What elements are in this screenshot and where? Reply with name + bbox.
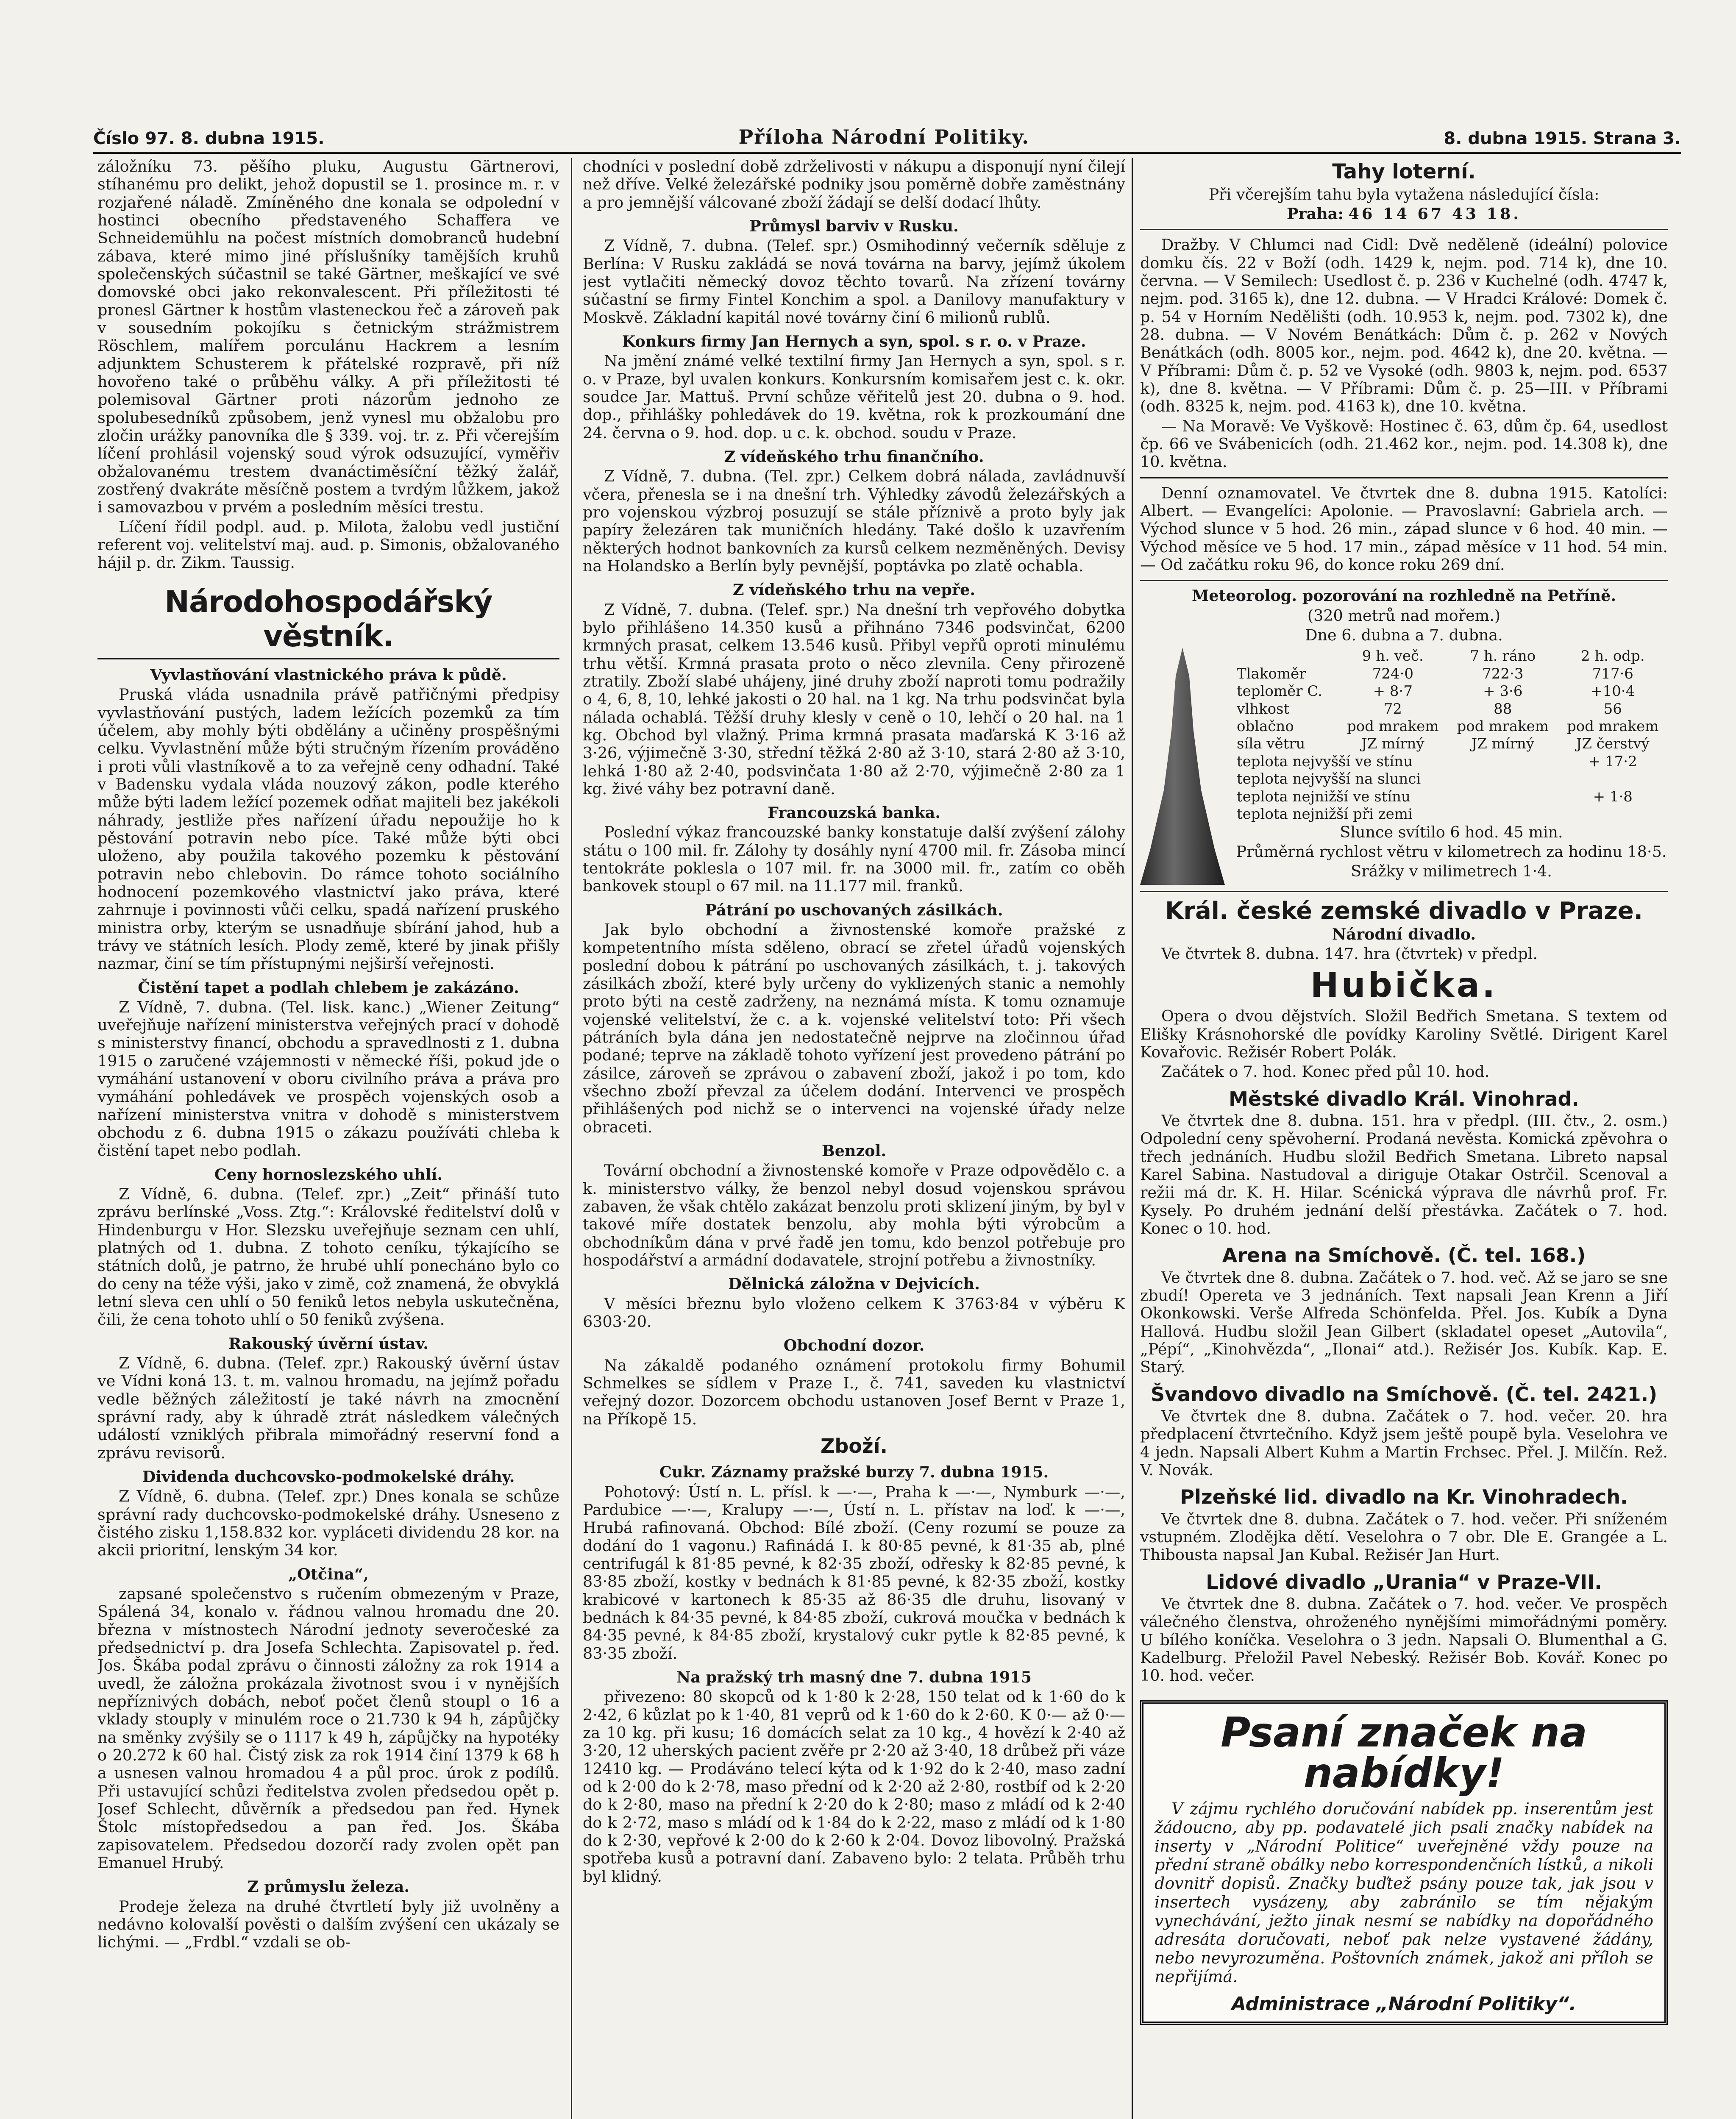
meteo-date: Dne 6. dubna a 7. dubna.: [1305, 626, 1503, 644]
meteo-value: + 1·8: [1593, 788, 1633, 805]
meteo-value: + 17·2: [1588, 753, 1637, 770]
meteo-value: pod mrakem: [1457, 717, 1549, 735]
meteo-table-wrap: [1235, 648, 1668, 885]
page-header: [93, 123, 1681, 154]
meteo-label: teploměr C.: [1237, 683, 1322, 700]
section-heading: Národohospodářský věstník.: [97, 585, 559, 659]
article-heading: Dividenda duchcovsko-podmokelské dráhy.: [142, 1468, 515, 1486]
article-text: záložníku 73. pěšího pluku, Augustu Gärtnerovi, stíhanému pro delikt, jehož dopustil se 1. prosince m. r. v rozjařené náladě. Zmíněného dne konala se odpolední v hostinci obecního představeného Schaffera ve Schneidemühlu na počest místních domobranců hudební zábava, které mimo jiné příslušníky tamějších kruhů společenských súčastnil se také Gärtner, meškající ve své domovské obci jako rekonvalescent. Při příležitosti té pronesl Gärtner k hostům vlasteneckou řeč a zároveň pak v sousedním pokojíku s četnickým strážmistrem Röschlem, malířem porculánu Hackrem a lesním adjunktem Schusterem k přátelské rozpravě, při níž hovořeno také o průběhu války. A při příležitosti té polemisoval Gärtner proti názorům jednoho ze spolubesedníků způsobem, jenž vynesl mu obžalobu pro zločin urážky panovníka dle § 339. voj. tr. z. Při včerejším líčení prohlásil vojenský soud výrok odsuzující, vyměřiv obžalovanému trestem dvanáctiměsíční těžký žalář, zostřený dvakráte měsíčně postem a tvrdým lůžkem, jakož i samovazbou v prvém a posledním měsíci trestu.: [97, 158, 559, 517]
meteo-value: 88: [1494, 700, 1512, 717]
theatre-heading: Král. české zemské divadlo v Praze.: [1165, 897, 1643, 925]
meteo-extra-row: [1235, 770, 1668, 788]
meteo-header-cell: 2 h. odp.: [1580, 648, 1645, 665]
article-text: Pruská vláda usnadnila právě patřičnými předpisy vyvlastňování pustých, ladem ležících pozemků za tím účelem, aby mohly býti obdělány a učiněny prospěšnými celku. Vyvlastnění může býti stručným řízením prováděno i proti vůli vlastníkově a to za veřejně ceny odhadní. Také v Badensku vydala vláda nouzový zákon, podle kterého může býti ladem ležící pozemek odňat majiteli bez jakékoli náhrady, jestliže přes nařízení úřadu nepoužije ho k pěstování potravin nebo píce. Také může býti obci uloženo, aby použila takového pozemku k pěstování potravin nebo chlebovin. Do rámce tohoto sociálního hodnocení pozemkového vlastnictví jako práva, které zahrnuje i povinnosti vůči celku, spadá nařízení pruského ministra orby, kterým se usnadňuje sbírání jahod, hub a trávy ve státních lesích. Plody země, které by jinak přišly nazmar, činí se tím přístupnými nejširší veřejnosti.: [97, 685, 559, 973]
column-1: [97, 158, 559, 2119]
article-heading: Na pražský trh masný dne 7. dubna 1915: [676, 1668, 1032, 1686]
lottery-text: Při včerejším tahu byla vytažena následující čísla:: [1208, 185, 1600, 203]
article-text: Líčení řídil podpl. aud. p. Milota, žalobu vedl justiční referent voj. velitelství maj. aud. p. Simonis, obžalovaného hájil p. dr. Zikm. Taussig.: [97, 517, 559, 572]
auctions-text: — Na Moravě: Ve Vyškově: Hostinec č. 63, dům čp. 64, usedlost čp. 66 ve Svábenicích (odh. 21.462 kor., nejm. pod. 14.308 k), dne 10. května.: [1140, 417, 1668, 471]
article-text: přivezeno: 80 skopců od k 1·80 k 2·28, 150 telat od k 1·60 do k 2·42, 6 kůzlat po k 1·40, 81 veprů od k 1·60 do k 2·60. K 0·— až 0·— za 10 kg. při kusu; 16 domácích selat za 10 kg., 4 hovězí k 2·40 až 3·20, 12 uherských pacient zvěře pr 2·20 až 3·40, 18 drůbež při váze 12410 kg. — Prodáváno telecí kýta od k 1·92 do k 2·40, maso zadní od k 2·00 do k 2·78, maso přední od k 2·20 až 2·80, rostbíf od k 2·20 do k 2·80, maso na přední k 2·20 do k 2·80; maso z mládí od k 2·40 do k 2·72, maso s mládí od k 1·84 do k 2·22, maso z mládí od k 1·80 do k 2·30, vepřové k 2·00 do k 2·60 k 2·04. Dovoz libovolný. Pražská spotřeba kusů a potravní daní. Zabaveno bylo: 2 telata. Průběh trhu byl klidný.: [583, 1688, 1125, 1885]
meteo-value: [1558, 806, 1668, 823]
notice-title: Psaní značek na nabídky!: [1221, 1708, 1587, 1797]
meteo-extra-row: [1235, 806, 1668, 823]
article-heading: Z vídeňského trhu na vepře.: [732, 581, 976, 599]
meteo-label: Tlakoměr: [1237, 665, 1306, 682]
petrin-tower-illustration: [1140, 648, 1225, 885]
meteo-value: + 3·6: [1483, 683, 1523, 700]
notice-signature: Administrace „Národní Politiky“.: [1231, 1993, 1577, 2015]
article-heading: Vyvlastňování vlastnického práva k půdě.: [150, 665, 507, 684]
article-text: Z Vídně, 7. dubna. (Tel. zpr.) Celkem dobrá nálada, zavládnuvší včera, přenesla se i na dnešní trh. Výhledky závodů železářských a pro vojenskou výzbroj posuzují se stále příznivě a proto byly jak papíry železáren tak muničních hledány. Také došlo k uzavřením některých hodnot bankovních za kursů celkem nezměněných. Devisy na Holandsko a Berlín byly pevnější, poptávka po zlatě ochabla.: [583, 467, 1125, 575]
meteo-row: [1235, 683, 1668, 700]
article-text: Na zákaldě podaného oznámení protokolu firmy Bohumil Schmelkes se sídlem v Praze I., č. 741, saveden ku vlastnictví veřejný dozor. Dozorcem obchodu ustanoven Josef Bernt v Praze 1, na Příkopě 15.: [583, 1356, 1125, 1428]
theatre-times: Začátek o 7. hod. Konec před půl 10. hod.: [1161, 1062, 1490, 1081]
theatre-heading: Lidové divadlo „Urania“ v Praze-VII.: [1206, 1570, 1602, 1593]
article-text: Z Vídně, 7. dubna. (Telef. spr.) Osmihodinný večerník sděluje z Berlína: V Rusku zakládá se nová továrna na barvy, jejímž úkolem jest vytlačiti německý dovoz těchto tovarů. Na zřízení továrny súčastní se firmy Fintel Konchim a spol. a Danilovy manufaktury v Moskvě. Základní kapitál nové továrny činí 6 milionů rublů.: [583, 236, 1125, 327]
article-text: Na jmění známé velké textilní firmy Jan Hernych a syn, spol. s r. o. v Praze, byl uvalen konkurs. Konkursním komisařem jest c. k. okr. soudce Jar. Mattuš. První schůze věřitelů jest 20. dubna o 9. hod. dop., přihlášky pohledávek do 19. května, rok k prozkoumání dne 24. června o 9. hod. dop. u c. k. obchod. soudu v Praze.: [583, 352, 1125, 442]
lottery-city: Praha:: [1286, 205, 1344, 223]
meteo-value: 722·3: [1482, 665, 1524, 682]
divider: [1140, 580, 1668, 581]
article-text: V měsíci březnu bylo vloženo celkem K 3763·84 v výběru K 6303·20.: [583, 1294, 1125, 1331]
meteo-header-cell: [1235, 648, 1338, 665]
meteo-value: + 8·7: [1373, 683, 1413, 700]
theatre-line: Ve čtvrtek 8. dubna. 147. hra (čtvrtek) v předpl.: [1161, 945, 1538, 963]
article-text: Z Vídně, 7. dubna. (Telef. spr.) Na dnešní trh vepřového dobytka bylo přihlášeno 14.350 kusů a přihnáno 7346 podsvinčat, 6200 krmných prasat, celkem 13.546 kusů. Přibyl vepřů oproti minulému trhu větší. Krmná prasata proto o něco zlevnila. Ceny přirozeně ztratily. Zboží slabé uhájeny, jiné druhy zboží naproti tomu podražily o 4, 6, 8, 10, lehké jakosti o 20 hal. na 1 kg. Na trhu podsvinčat byla nálada ochablá. Těžší druhy klesly v ceně o 10, lehčí o 20 hal. na 1 kg. Obchod byl vlažný. Prima krmná prasata maďarská K 3·16 až 3·26, výjimečně 3·30, střední těžká 2·80 až 3·10, stará 2·80 až 3·10, lehká 1·80 až 2·40, podsvinčata 1·80 až 2·70, výjimečně 2·80 za 1 kg. živé váhy bez potravní daně.: [583, 600, 1125, 798]
article-heading: Dělnická záložna v Dejvicích.: [728, 1275, 980, 1293]
article-heading: Cukr. Záznamy pražské burzy 7. dubna 1915.: [659, 1463, 1049, 1482]
issue-number: Číslo 97. 8. dubna 1915.: [93, 129, 325, 148]
page-number: 8. dubna 1915. Strana 3.: [1444, 129, 1681, 148]
meteo-header-cell: 9 h. več.: [1362, 648, 1424, 665]
notice-body: V zájmu rychlého doručování nabídek pp. inserentům jest žádoucno, aby pp. podavatelé jich psali značky nabídek na inserty v „Národní Politice“ uveřejněné vždy pouze na přední straně obálky nebo korrespondenčních lístků, a nikoli dovnitř dopisů. Značky buďtež psány pouze tak, jak jsou v insertech vysázeny, aby zabránilo se tím nějakým vynechávání, ježto jinak nesmí se nabídky na dopořádného adresáta doručovati, neboť pak nelze vystavené žádány, nebo nevyrozuměna. Poštovních známek, jakož ani příloh se nepřijímá.: [1155, 1799, 1653, 1986]
theatre-subheading: Národní divadlo.: [1332, 925, 1476, 944]
article-text: Z Vídně, 6. dubna. (Telef. zpr.) Rakouský úvěrní ústav ve Vídni koná 13. t. m. valnou hromadu, na jejímž pořadu vedle běžných záležitostí je také návrh na zmocnění správní rady, aby k úhradě ztrát následkem válečných událostí vzniklých přibrala mimořádný reservní fond a zprávu revisorů.: [97, 1354, 559, 1462]
meteo-block: [1140, 648, 1668, 885]
theatre-text: Ve čtvrtek dne 8. dubna. Začátek o 7. hod. večer. Při sníženém vstupném. Zlodějka dětí. Veselohra o 7 obr. Dle E. Grangée a L. Thibousta napsal Jan Kubal. Režisér Jan Hurt.: [1140, 1510, 1668, 1564]
article-text: Jak bylo obchodní a živnostenské komoře pražské z kompetentního místa sděleno, obrací se zřetel úřadů vojenských poslední dobou k pátrání po uschovaných zásilkách, t. j. takových zásilkách zboží, které byly určeny do vyklizených stanic a nemohly proto býti na cestě zadrženy, na neznámá místa. K tomu oznamuje vojenské velitelství, že c. a k. vojenské velitelství toto: Při všech pátráních byla dána jen nedostatečně nejprve na zločinnou úřad podané; teprve na základě tohoto vyřízení jest provedeno pátrání po zásilce, zároveň se zprávou o zabavení zboží, jakož i po tom, kdo všechno zboží převzal za účelem dodání. Intervenci ve prospěch přihlášených pod nichž se o intervenci na vojenské úřady nelze obraceti.: [583, 920, 1125, 1136]
article-heading: Průmysl barviv v Rusku.: [749, 217, 959, 235]
column-3: [1140, 158, 1668, 2119]
meteo-extra-row: [1235, 788, 1668, 806]
meteo-value: pod mrakem: [1566, 717, 1659, 735]
meteo-value: 717·6: [1592, 665, 1633, 682]
meteo-label: síla větru: [1237, 735, 1305, 753]
article-heading: Francouzská banka.: [767, 804, 941, 822]
meteo-label: teplota nejvyšší na slunci: [1237, 770, 1421, 788]
meteo-value: 56: [1603, 700, 1622, 717]
lottery-numbers: 46 14 67 43 18.: [1348, 205, 1522, 223]
lottery-results: [1140, 205, 1668, 223]
article-heading: Z vídeňského trhu finančního.: [724, 447, 984, 466]
theatre-heading: Městské divadlo Král. Vinohrad.: [1229, 1087, 1579, 1110]
column-2: [583, 158, 1125, 2119]
calendar-text: Denní oznamovatel. Ve čtvrtek dne 8. dubna 1915. Katolíci: Albert. — Evangelíci: Apolonie. — Pravoslavní: Gabriela arch. — Východ slunce v 5 hod. 26 min., západ slunce v 6 hod. 40 min. — Východ měsíce ve 5 hod. 17 min., západ měsíce v 11 hod. 54 min. — Od začátku roku 96, do konce roku 269 dní.: [1140, 484, 1668, 574]
meteo-value: pod mrakem: [1347, 717, 1439, 735]
theatre-heading: Plzeňské lid. divadlo na Kr. Vinohradech.: [1180, 1485, 1628, 1509]
article-heading: Pátrání po uschovaných zásilkách.: [705, 901, 1003, 919]
meteo-extra-row: [1235, 753, 1668, 770]
meteo-value: +10·4: [1591, 683, 1635, 700]
article-text: zapsané společenstvo s ručením obmezeným v Praze, Spálená 34, konalo v. řádnou valnou hromadu dne 20. března v místnostech Národní jednoty severočeské za předsednictví p. dra Josefa Schlechta. Zapisovatel p. řed. Jos. Škába podal zprávu o činnosti záložny za rok 1914 a uvedl, že záložna prokázala životnost svou i v nynějších nepříznivých dobách, neboť počet členů stoupl o 16 a vklady stouply v minulém roce o 21.730 k 94 h, zápůjčky na směnky zvýšily se o 1117 k 49 h, zápůjčky na hypotéky o 20.272 k 60 hal. Čistý zisk za rok 1914 činí 1379 k 68 h a usnesen valnou hromadou 4 a půl proc. úrok z podílů. Při ustavující schůzi ředitelstva zvolen předsedou opět p. Josef Schlecht, důvěrník a předsedou pan řed. Hynek Štolc místopředsedou a pan řed. Jos. Škába zapisovatelem. Předsedou dozorčí rady zvolen opět pan Emanuel Hrubý.: [97, 1585, 559, 1872]
meteo-label: teplota nejvyšší ve stínu: [1237, 753, 1413, 770]
theatre-heading: Arena na Smíchově. (Č. tel. 168.): [1222, 1244, 1586, 1267]
meteo-row: [1235, 735, 1668, 753]
meteo-value: JZ čerstvý: [1576, 735, 1650, 753]
article-heading: Z průmyslu železa.: [247, 1877, 410, 1896]
article-text: Tovární obchodní a živnostenské komoře v Praze odpovědělo c. a k. ministerstvo války, že benzol nebyl dosud vojenskou správou zabaven, že však chtělo zakázat benzolu proti sklizení jiným, by byl v takové míře dostatek benzolu, aby mohla býti výrobcům a obchodníkům dána v prvé řadě jen tomu, kdo benzol potřebuje pro hospodářství a armádní dodavatele, strojní potřebu a živnostníky.: [583, 1161, 1125, 1270]
meteo-value: [1558, 770, 1668, 788]
article-heading: Obchodní dozor.: [783, 1336, 925, 1355]
meteo-label: teplota nejnižší ve stínu: [1237, 788, 1410, 805]
meteo-value: JZ mírný: [1361, 735, 1424, 753]
theatre-text: Ve čtvrtek dne 8. dubna. Začátek o 7. hod. več. Až se jaro se sne zbudí! Opereta ve 3 jednáních. Text napsali Jean Krenn a Jiří Okonkowski. Verše Alfreda Schönfelda. Přel. Jos. Kubík a Dyna Hallová. Hudbu složil Jean Gilbert (skladatel opeset „Autovila“, „Pépí“, „Kinohvězda“, „Ilonai“ atd.). Režisér Jos. Kubík. Kap. E. Starý.: [1140, 1268, 1668, 1377]
theatre-text: Ve čtvrtek dne 8. dubna. Začátek o 7. hod. večer. Ve prospěch válečného členstva, ohroženého nynějšími mimořádnými poměry. U bílého koníčka. Veselohra o 3 jedn. Napsali O. Blumenthal a G. Kadelburg. Přeložil Pavel Nebeský. Režisér Bob. Kovář. Konec po 10. hod. večer.: [1140, 1595, 1668, 1685]
article-text: chodníci v poslední době zdrželivosti v nákupu a disponují nyní čilejí než dříve. Velké železářské podniky jsou poměrně dobře zaměstnány a pro jemnější válcované zboží žádají se delší dodací lhůty.: [583, 158, 1125, 211]
divider: [1140, 477, 1668, 478]
theatre-text: Ve čtvrtek dne 8. dubna. Začátek o 7. hod. večer. 20. hra předplacení čtvrtečního. Když jsem ještě poupě byla. Veselohra ve 4 jedn. Napsali Albert Kuhm a Martin Frchsec. Přel. J. Milčín. Rež. V. Novák.: [1140, 1407, 1668, 1479]
meteo-label: oblačno: [1237, 717, 1294, 735]
meteo-subtitle: (320 metrů nad mořem.): [1307, 606, 1501, 625]
article-heading: Rakouský úvěrní ústav.: [228, 1334, 428, 1353]
article-text: Z Vídně, 7. dubna. (Tel. lisk. kanc.) „Wiener Zeitung“ uveřejňuje nařízení ministerstva veřejných prací v dohodě s ministerstvy financí, obchodu a spravedlnosti z 1. dubna 1915 o zaručené vzájemnosti v německé říši, pokud jde o vymáhání ustanovení v oboru civilního práva a práva pro vymáhání pohledávek ve prospěch vojenských osob a nařízení ministerstva vnitra v dohodě s ministerstvem obchodu z 6. dubna 1915 o zákazu používáti chleba k čistění tapet nebo podlah.: [97, 998, 559, 1160]
column-divider: [1132, 158, 1133, 2119]
notice-advertisement: [1140, 1700, 1668, 2025]
play-title: Hubička.: [1310, 965, 1498, 1005]
meteo-table: [1235, 648, 1668, 823]
meteo-row: [1235, 665, 1668, 683]
meteo-header-row: [1235, 648, 1668, 665]
lottery-heading: Tahy loterní.: [1332, 160, 1476, 184]
meteo-label: teplota nejnižší při zemi: [1237, 806, 1413, 823]
article-heading: Čistění tapet a podlah chlebem je zakázáno.: [138, 978, 519, 997]
article-text: Prodeje železa na druhé čtvrtletí byly již uvolněny a nedávno kolovalší pověsti o dalším zvýšení cen ukázaly se lichými. — „Frdbl.“ vzdali se ob-: [97, 1897, 559, 1952]
divider: [1140, 229, 1668, 230]
meteo-sunshine: Slunce svítilo 6 hod. 45 min.: [1340, 823, 1563, 841]
section-heading: Zboží.: [821, 1434, 887, 1457]
column-divider: [571, 158, 572, 2119]
meteo-label: vlhkost: [1237, 700, 1290, 717]
article-heading: Benzol.: [821, 1142, 887, 1160]
meteo-row: [1235, 718, 1668, 735]
meteo-header-cell: 7 h. ráno: [1470, 648, 1536, 665]
divider: [1140, 891, 1668, 892]
theatre-text: Opera o dvou dějstvích. Složil Bedřich Smetana. S textem od Elišky Krásnohorské dle povídky Karoliny Světlé. Dirigent Karel Kovařovic. Režisér Robert Polák.: [1140, 1007, 1668, 1062]
meteo-heading: Meteorolog. pozorování na rozhledně na Petříně.: [1191, 587, 1616, 605]
article-text: Pohotový: Ústí n. L. přísl. k —·—, Praha k —·—, Nymburk —·—, Pardubice —·—, Kralupy —·—, Ústí n. L. přístav na loď. k —·—, Hrubá rafinovaná. Obchod: Bílé zboží. (Ceny rozumí se pouze za dodání do 1 vagonu.) Rafinádá I. k 80·85 pevné, k 81·35 ab, plné centrifugál k 81·85 pevné, k 82·35 zboží, odřesky k 82·85 pevné, k 83·85 zboží, kostky v bednách k 81·85 pevné, k 82·35 zboží, kostky krabicové v kartonech k 85·35 až 86·35 dle druhu, lisovaný v bednách k 84·35 pevné, k 84·85 zboží, cukrová moučka v bednách k 84·35 pevné, k 84·85 zboží, krystalový cukr pytle k 82·85 pevné, k 83·35 zboží.: [583, 1482, 1125, 1663]
meteo-value: 724·0: [1372, 665, 1413, 682]
meteo-value: JZ mírný: [1471, 735, 1535, 753]
theatre-heading: Švandovo divadlo na Smíchově. (Č. tel. 2421.): [1150, 1382, 1658, 1406]
article-text: Z Vídně, 6. dubna. (Telef. zpr.) „Zeit“ přináší tuto zprávu berlínské „Voss. Ztg.“: Královské ředitelství dolů v Hindenburgu v Hor. Slezsku uveřejňuje seznam cen uhlí, platných od 1. dubna. Z tohoto ceníku, týkajícího se státních dolů, je patrno, že hrubé uhlí ponecháno bylo co do ceny na téže výši, jako v zimě, což znamená, že obvyklá letní sleva cen uhlí o 50 feniků letos nebyla uskutečněna, čili, že cena tohoto uhlí o 50 feniků zvýšena.: [97, 1185, 559, 1329]
theatre-text: Ve čtvrtek dne 8. dubna. 151. hra v předpl. (III. čtv., 2. osm.) Odpolední ceny spěvoherní. Prodaná nevěsta. Komická zpěvohra o třech jednáních. Hudbu složil Bedřich Smetana. Libreto napsal Karel Sabina. Nastudoval a diriguje Otakar Ostrčil. Scenoval a režii má dr. K. H. Hilar. Scénická výprava dle návrhů prof. Fr. Kysely. Po druhém jednání delší přestávka. Začátek o 7. hod. Konec o 10. hod.: [1140, 1112, 1668, 1238]
meteo-value: 72: [1383, 700, 1402, 717]
auctions-text: Dražby. V Chlumci nad Cidl: Dvě neděleně (ideální) polovice domku čís. 22 v Boží (odh. 1429 k, nejm. pod. 714 k), dne 10. června. — V Semilech: Usedlost č. p. 236 v Kuchelné (odh. 4747 k, nejm. pod. 3165 k), dne 12. dubna. — V Hradci Králové: Domek č. p. 54 v Horním Nedělišti (odh. 10.953 k, nejm. pod. 7302 k), dne 28. dubna. — V Novém Benátkách: Dům č. p. 262 v Nových Benátkách (odh. 8005 kor., nejm. pod. 4642 k), dne 20. května. — V Příbrami: Dům č. p. 52 ve Vysoké (odh. 9803 k, nejm. pod. 6537 k), dne 8. května. — V Příbrami: Dům č. p. 25—III. v Příbrami (odh. 8325 k, nejm. pod. 4163 k), dne 10. května.: [1140, 236, 1668, 416]
meteo-row: [1235, 701, 1668, 718]
supplement-title: Příloha Národní Politiky.: [738, 125, 1030, 148]
meteo-rain: Srážky v milimetrech 1·4.: [1351, 862, 1552, 881]
article-heading: Ceny hornoslezského uhlí.: [214, 1165, 443, 1184]
article-text: Z Vídně, 6. dubna. (Telef. zpr.) Dnes konala se schůze správní rady duchcovsko-podmokelské dráhy. Usneseno z čistého zisku 1,158.832 kor. vypláceti dividendu 28 kor. na akcii prioritní, lenským 34 kor.: [97, 1487, 559, 1560]
article-heading: „Otčina“,: [288, 1565, 369, 1583]
article-heading: Konkurs firmy Jan Hernych a syn, spol. s r. o. v Praze.: [622, 332, 1086, 350]
meteo-wind: Průměrná rychlost větru v kilometrech za hodinu 18·5.: [1236, 842, 1667, 861]
article-text: Poslední výkaz francouzské banky konstatuje další zvýšení zálohy státu o 100 mil. fr. Zálohy ty dosáhly nyní 4700 mil. fr. Zásoba mincí tentokráte poklesla o 107 mil. fr. na 3000 mil. fr., zatím co oběh bankovek stoupl o 67 mil. na 11.177 mil. franků.: [583, 823, 1125, 895]
